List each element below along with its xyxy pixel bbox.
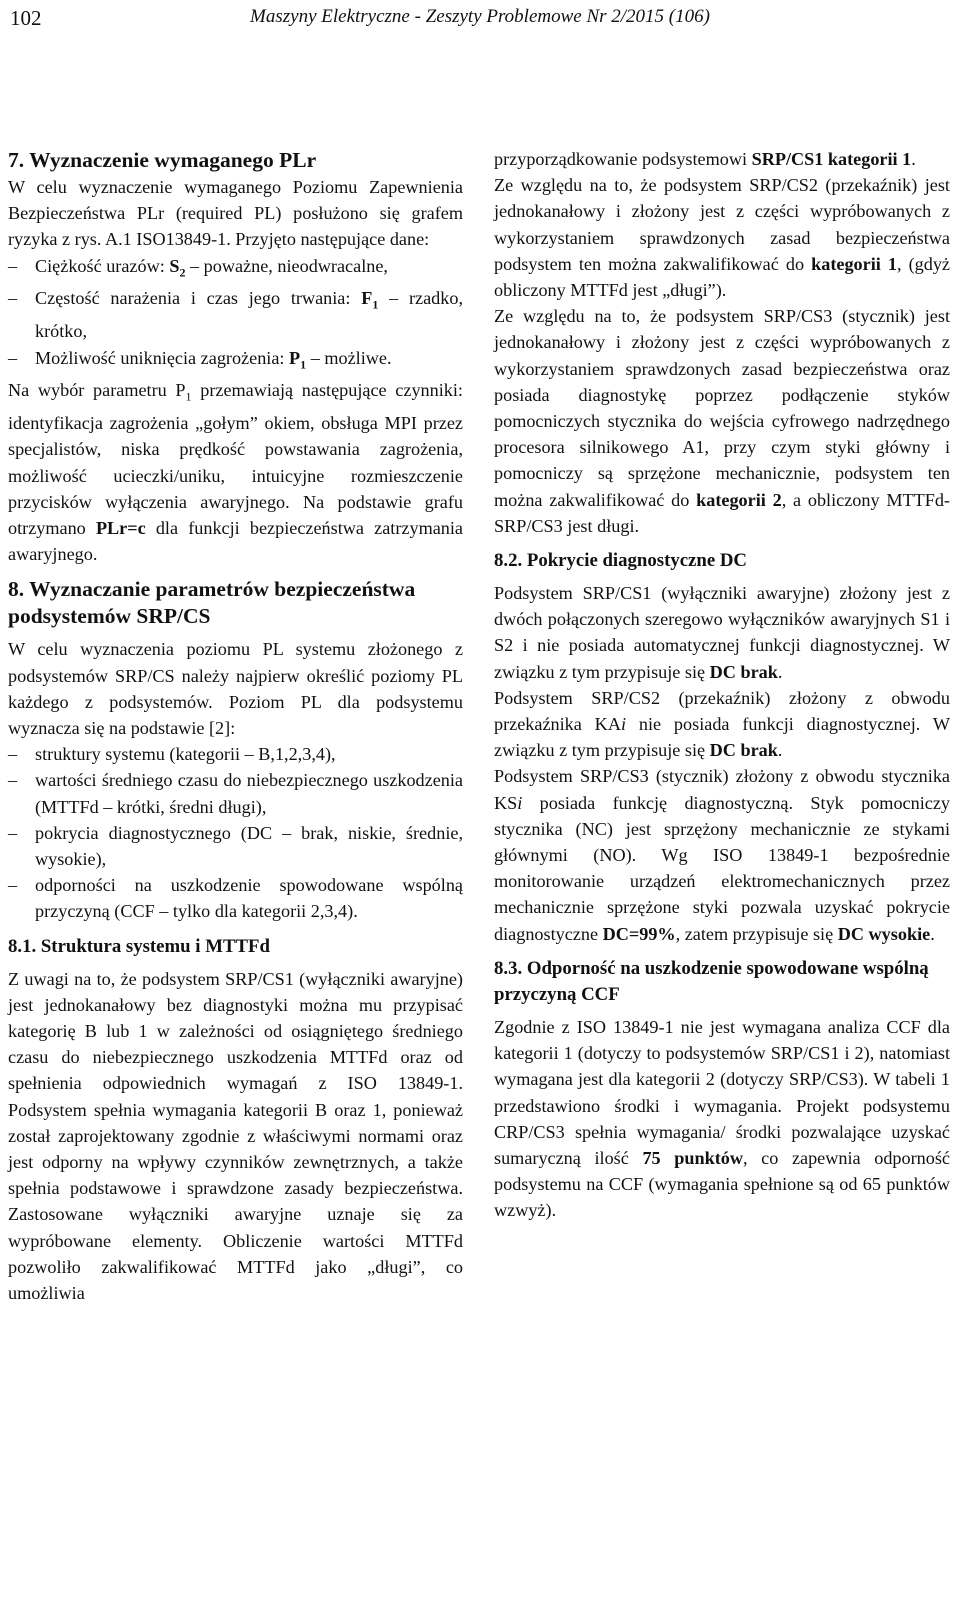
list-item: – pokrycia diagnostycznego (DC – brak, niskie, średnie, wysokie), xyxy=(8,820,463,872)
paragraph: Podsystem SRP/CS1 (wyłączniki awaryjne) złożony jest z dwóch połączonych szeregowo wyłączników awaryjnych S1 i S2 i nie posiada automatycznej funkcji diagnostycznej. W związku z tym przypisuje się DC brak. xyxy=(494,583,950,682)
paragraph: przyporządkowanie podsystemowi SRP/CS1 kategorii 1. xyxy=(494,149,916,169)
section-8-heading: 8. Wyznaczanie parametrów bezpieczeństwa podsystemów SRP/CS xyxy=(8,577,416,629)
page-number: 102 xyxy=(10,6,42,30)
right-column xyxy=(494,146,950,1224)
paragraph: Podsystem SRP/CS3 (stycznik) złożony z obwodu stycznika KSi posiada funkcję diagnostyczną. Styk pomocniczy stycznika (NC) jest sprzężony mechanicznie ze stykami głównymi (NO). Wg ISO 13849-1 bezpośrednie monitorowanie urządzeń elektromechanicznych przez mechanicznie sprzężone styki pozwala uzyskać pokrycie diagnostyczne DC=99%, zatem przypisuje się DC wysokie. xyxy=(494,766,950,944)
section-8-intro: W celu wyznaczenia poziomu PL systemu złożonego z podsystemów SRP/CS należy najpierw określić poziomy PL każdego z podsystemów. Poziom PL dla podsystemu wyznacza się na podstawie [2]: xyxy=(8,639,463,739)
paragraph: Podsystem SRP/CS2 (przekaźnik) złożony z obwodu przekaźnika KAi nie posiada funkcji diagnostycznej. W związku z tym przypisuje się DC brak. xyxy=(494,687,950,761)
page-header xyxy=(8,2,952,36)
section-8-list xyxy=(8,741,463,924)
section-8-3-heading: 8.3. Odporność na uszkodzenie spowodowane wspólną przyczyną CCF xyxy=(494,957,929,1005)
paragraph: Zgodnie z ISO 13849-1 nie jest wymagana analiza CCF dla kategorii 1 (dotyczy to podsystemów SRP/CS1 i 2), natomiast wymagana jest dla kategorii 2 (dotyczy SRP/CS3). W tabeli 1 przedstawiono środki i wymagania. Projekt podsystemu CRP/CS3 spełnia wymagania/ środki pozwalające uzyskać sumaryczną ilość 75 punktów, co zapewnia odporność podsystemu na CCF (wymagania spełnione są od 65 punktów wzwyż). xyxy=(494,1016,950,1221)
section-8-1-paragraph: Z uwagi na to, że podsystem SRP/CS1 (wyłączniki awaryjne) jest jednokanałowy bez diagnostyki można mu przypisać kategorię B lub 1 w zależności od osiągniętego średniego czasu do niebezpiecznego uszkodzenia MTTFd oraz od spełnienia odpowiednich wymagań z ISO 13849-1. Podsystem spełnia wymagania kategorii B oraz 1, ponieważ został zaprojektowany zgodnie z właściwymi normami oraz jest odporny na wpływy czynników zewnętrznych, a także spełnia podstawowe i sprawdzone zasady bezpieczeństwa. Zastosowane wyłączniki awaryjne uznaje się za wypróbowane elementy. Obliczenie wartości MTTFd pozwoliło zakwalifikować MTTFd jako „długi”, co umożliwia xyxy=(8,968,463,1304)
section-8-1-heading: 8.1. Struktura systemu i MTTFd xyxy=(8,935,270,957)
left-column xyxy=(8,147,463,1306)
list-item: – Możliwość uniknięcia zagrożenia: $P_1$ – możliwe. xyxy=(8,345,463,378)
list-item: – Ciężkość urazów: $S_2$ – poważne, nieodwracalne, xyxy=(8,253,463,286)
section-7-heading: 7. Wyznaczenie wymaganego PLr xyxy=(8,148,317,172)
section-7-intro: W celu wyznaczenie wymaganego Poziomu Zapewnienia Bezpieczeństwa PLr (required PL) posłużono się grafem ryzyka z rys. A.1 ISO13849-1. Przyjęto następujące dane: xyxy=(8,177,463,250)
paragraph: Ze względu na to, że podsystem SRP/CS2 (przekaźnik) jest jednokanałowy i złożony jest z części wypróbowanych z wykorzystaniem sprawdzonych zasad bezpieczeństwa podsystem ten można zakwalifikować do kategorii 1, (gdyż obliczony MTTFd jest „długi”). xyxy=(494,175,950,301)
section-7-list xyxy=(8,253,463,378)
section-7-paragraph: Na wybór parametru $P_1$ przemawiają następujące czynniki: identyfikacja zagrożenia „gołym” okiem, obsługa MPI przez specjalistów, niska prędkość powstawania zagrożenia, możliwość ucieczki/uniku, intuicyjne rozmieszczenie przycisków wyłączenia awaryjnego. Na podstawie grafu otrzymano PLr=c dla funkcji bezpieczeństwa zatrzymania awaryjnego. xyxy=(8,380,464,565)
list-item: – odporności na uszkodzenie spowodowane wspólną przyczyną (CCF – tylko dla kategorii 2,3,4). xyxy=(8,872,463,924)
paragraph: Ze względu na to, że podsystem SRP/CS3 (stycznik) jest jednokanałowy i złożony jest z części wypróbowanych z wykorzystaniem sprawdzonych zasad bezpieczeństwa oraz posiada diagnostykę poprzez podłączenie styków pomocniczych stycznika do wejścia cyfrowego nadrzędnego procesora silnikowego A1, przy czym styki główny i pomocniczy są sprzężone mechanicznie, podsystem ten można zakwalifikować do kategorii 2, a obliczony MTTFd-SRP/CS3 jest długi. xyxy=(494,306,950,536)
section-8-2-heading: 8.2. Pokrycie diagnostyczne DC xyxy=(494,550,747,572)
list-item: – Częstość narażenia i czas jego trwania: $F_1$ – rzadko, krótko, xyxy=(8,285,463,344)
journal-title: Maszyny Elektryczne - Zeszyty Problemowe Nr 2/2015 (106) xyxy=(250,6,710,27)
list-item: – wartości średniego czasu do niebezpiecznego uszkodzenia (MTTFd – krótki, średni długi), xyxy=(8,767,463,819)
list-item: – struktury systemu (kategorii – B,1,2,3,4), xyxy=(8,741,463,767)
